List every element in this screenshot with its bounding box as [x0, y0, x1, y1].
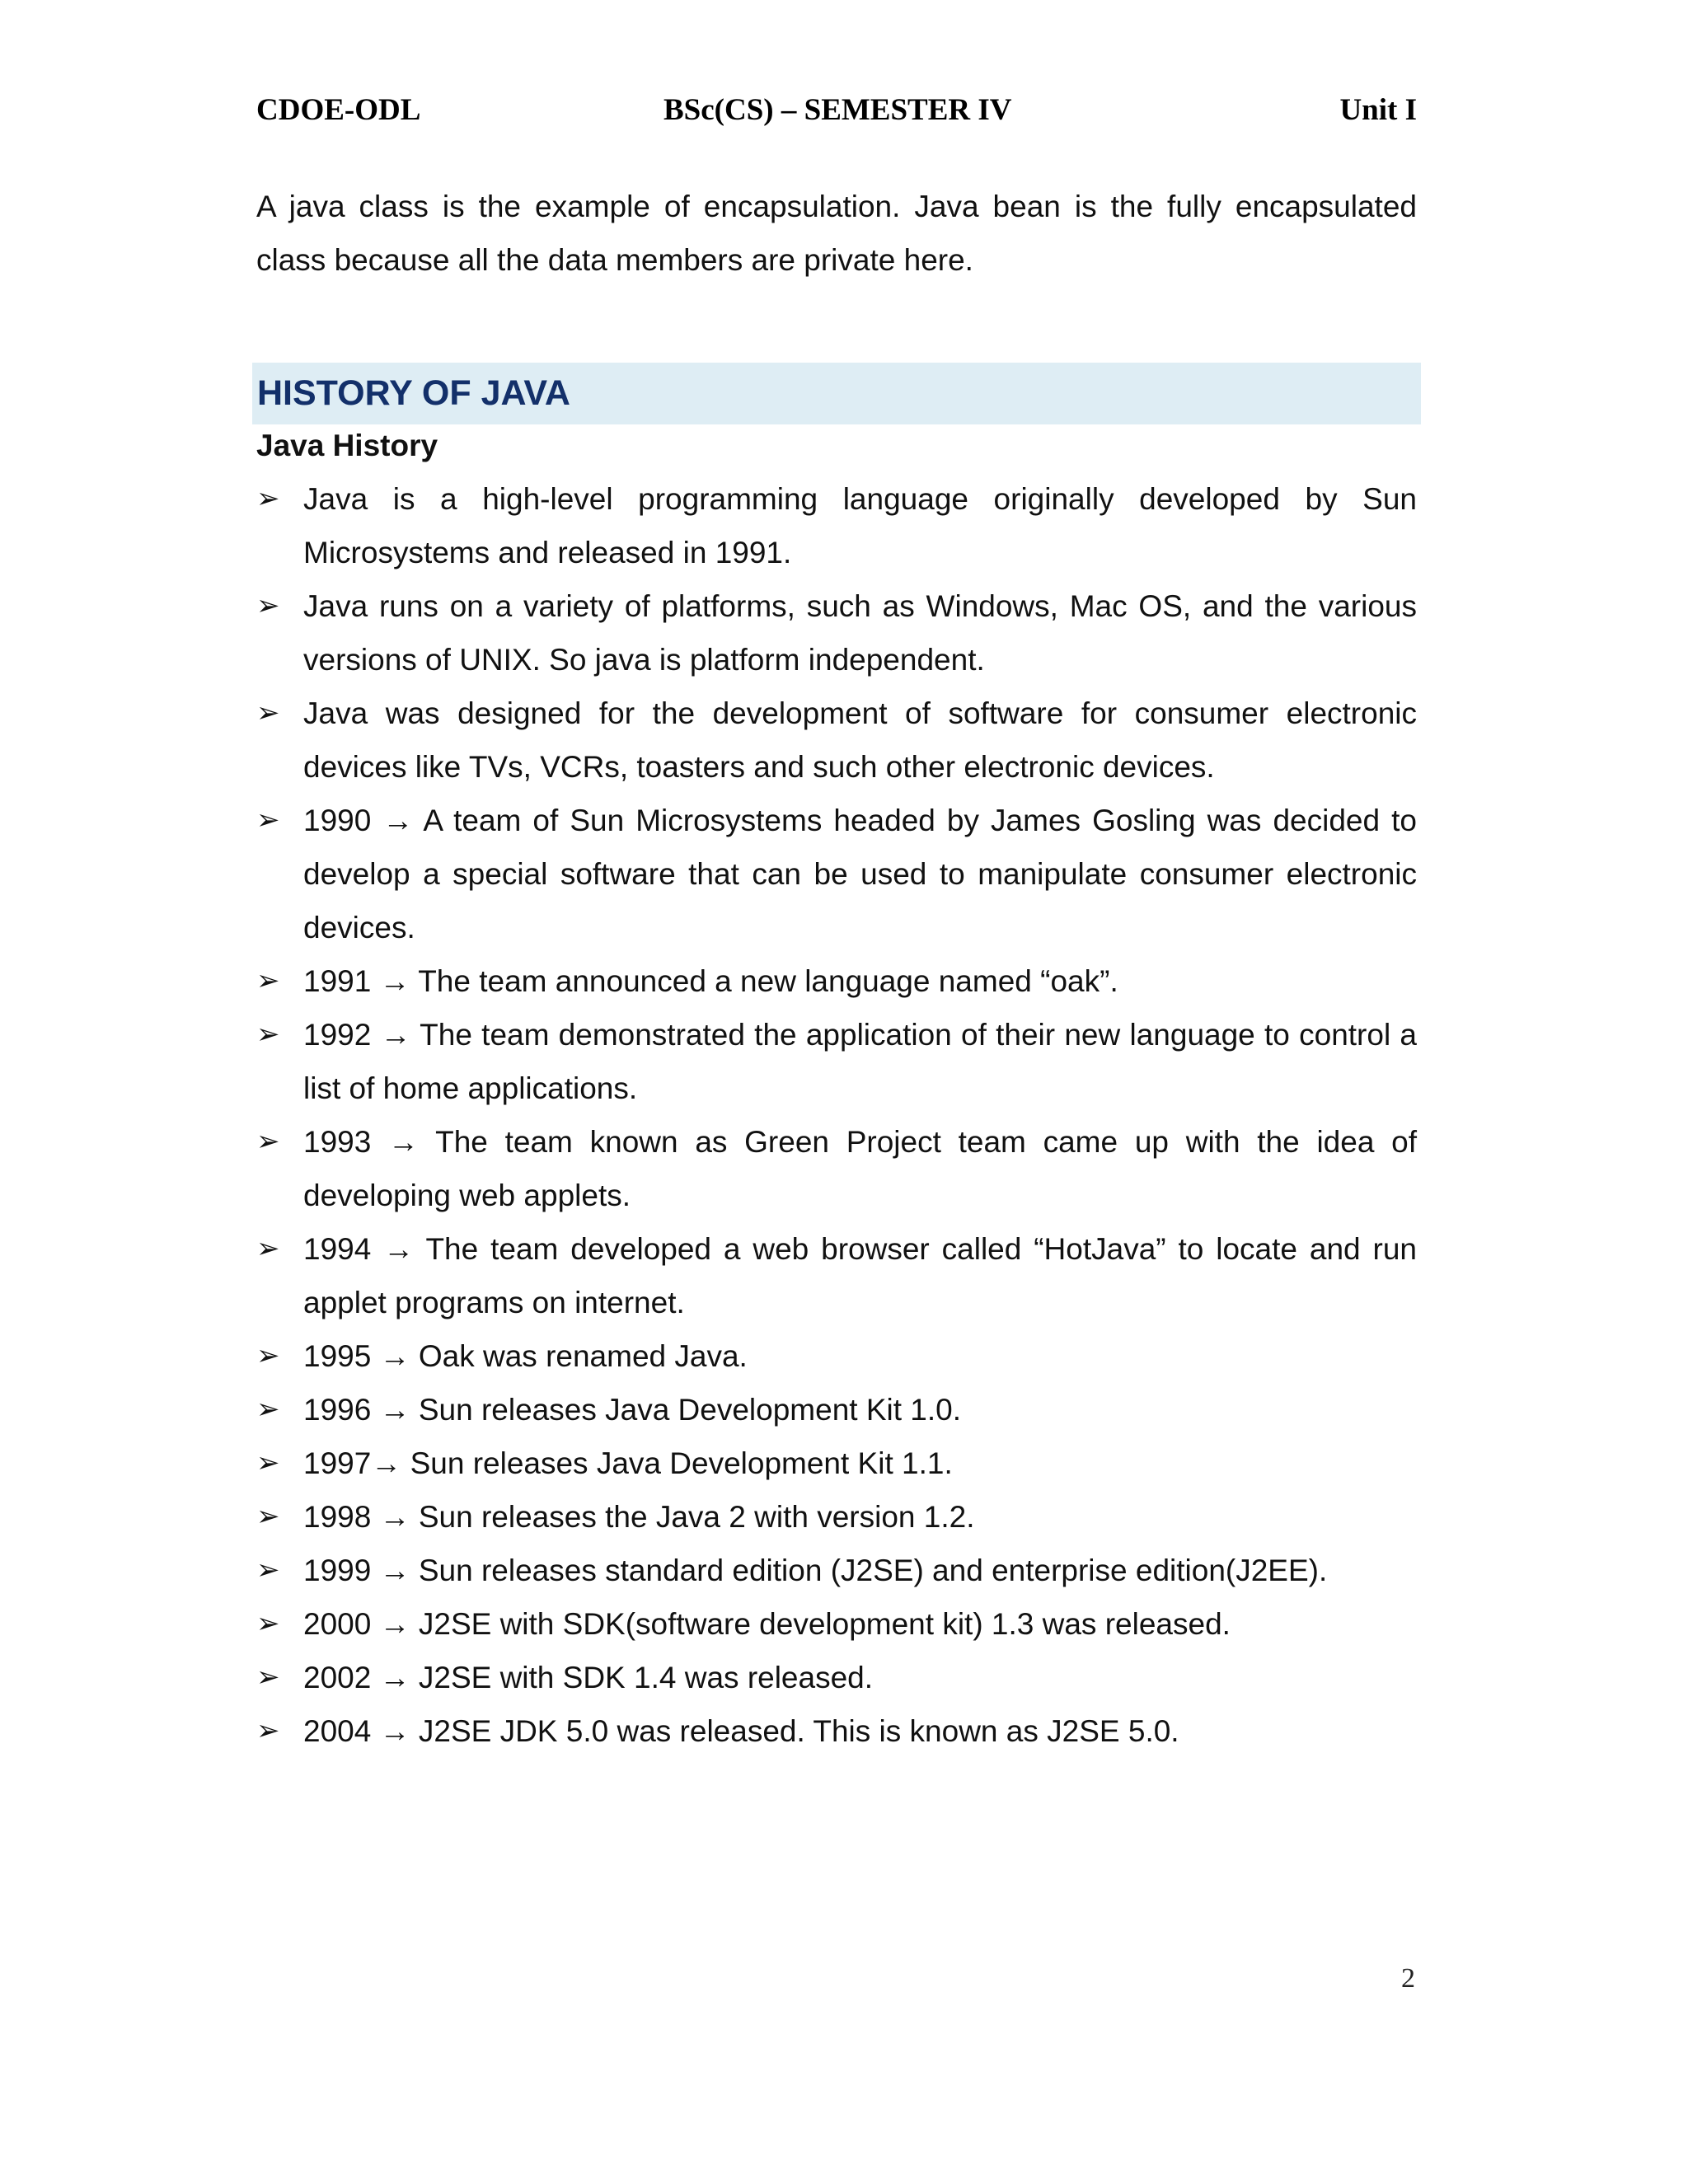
arrow-bullet-icon: ➢ — [256, 1340, 280, 1371]
history-item — [256, 1115, 1417, 1222]
arrow-bullet-icon: ➢ — [256, 804, 280, 836]
history-item — [256, 1383, 1417, 1436]
history-item-text: Java runs on a variety of platforms, such as Windows, Mac OS, and the various versions of UNIX. So java is platform independent. — [303, 589, 1417, 677]
history-item-text: 2002 → J2SE with SDK 1.4 was released. — [303, 1661, 874, 1694]
history-item — [256, 687, 1417, 794]
history-item-text: 1991 → The team announced a new language named “oak”. — [303, 964, 1118, 998]
history-item-text: 1996 → Sun releases Java Development Kit 1.0. — [303, 1393, 962, 1427]
intro-paragraph: A java class is the example of encapsulation. Java bean is the fully encapsulated class because all the data members are private here. — [256, 190, 1417, 277]
history-item-text: 1992 → The team demonstrated the application of their new language to control a list of home applications. — [303, 1018, 1417, 1105]
arrow-bullet-icon: ➢ — [256, 1608, 280, 1639]
history-item — [256, 1704, 1417, 1758]
arrow-bullet-icon: ➢ — [256, 965, 280, 996]
history-item — [256, 1651, 1417, 1704]
history-item-text: 1997→ Sun releases Java Development Kit 1.1. — [303, 1446, 953, 1480]
page-header — [256, 92, 1417, 134]
arrow-bullet-icon: ➢ — [256, 590, 280, 621]
arrow-bullet-icon: ➢ — [256, 483, 280, 514]
history-item-text: 1995 → Oak was renamed Java. — [303, 1339, 748, 1373]
history-item-text: 1993 → The team known as Green Project team came up with the idea of developing web applets. — [303, 1125, 1417, 1212]
history-item-text: 1990 → A team of Sun Microsystems headed by James Gosling was decided to develop a special software that can be used to manipulate consumer electronic devices. — [303, 804, 1417, 944]
history-item — [256, 472, 1417, 579]
arrow-bullet-icon: ➢ — [256, 1501, 280, 1532]
history-item-text: 1998 → Sun releases the Java 2 with version 1.2. — [303, 1500, 975, 1534]
header-course: BSc(CS) – SEMESTER IV — [663, 93, 1012, 127]
sub-heading: Java History — [256, 429, 438, 462]
history-item — [256, 1329, 1417, 1383]
arrow-bullet-icon: ➢ — [256, 1126, 280, 1157]
history-item — [256, 1597, 1417, 1651]
history-item — [256, 579, 1417, 687]
arrow-bullet-icon: ➢ — [256, 1554, 280, 1586]
history-item — [256, 1222, 1417, 1329]
arrow-bullet-icon: ➢ — [256, 1715, 280, 1746]
history-item-text: 1994 → The team developed a web browser called “HotJava” to locate and run applet programs on internet. — [303, 1232, 1417, 1319]
arrow-bullet-icon: ➢ — [256, 1233, 280, 1264]
header-institution: CDOE-ODL — [256, 93, 421, 127]
history-list — [256, 472, 1417, 1758]
history-item — [256, 954, 1417, 1008]
history-item — [256, 794, 1417, 954]
header-unit: Unit I — [1339, 93, 1417, 127]
history-item-text: 2000 → J2SE with SDK(software development kit) 1.3 was released. — [303, 1607, 1231, 1641]
history-item-text: Java is a high-level programming language originally developed by Sun Microsystems and released in 1991. — [303, 482, 1417, 569]
arrow-bullet-icon: ➢ — [256, 1447, 280, 1479]
section-heading: HISTORY OF JAVA — [252, 363, 1421, 424]
arrow-bullet-icon: ➢ — [256, 697, 280, 729]
history-item — [256, 1490, 1417, 1544]
arrow-bullet-icon: ➢ — [256, 1661, 280, 1693]
history-item — [256, 1008, 1417, 1115]
history-item-text: Java was designed for the development of software for consumer electronic devices like TVs, VCRs, toasters and such other electronic devices. — [303, 696, 1417, 784]
arrow-bullet-icon: ➢ — [256, 1394, 280, 1425]
arrow-bullet-icon: ➢ — [256, 1019, 280, 1050]
history-item-text: 1999 → Sun releases standard edition (J2SE) and enterprise edition(J2EE). — [303, 1554, 1328, 1587]
page-number: 2 — [1401, 1963, 1415, 1994]
history-item — [256, 1544, 1417, 1597]
history-item-text: 2004 → J2SE JDK 5.0 was released. This is known as J2SE 5.0. — [303, 1714, 1179, 1748]
history-item — [256, 1436, 1417, 1490]
